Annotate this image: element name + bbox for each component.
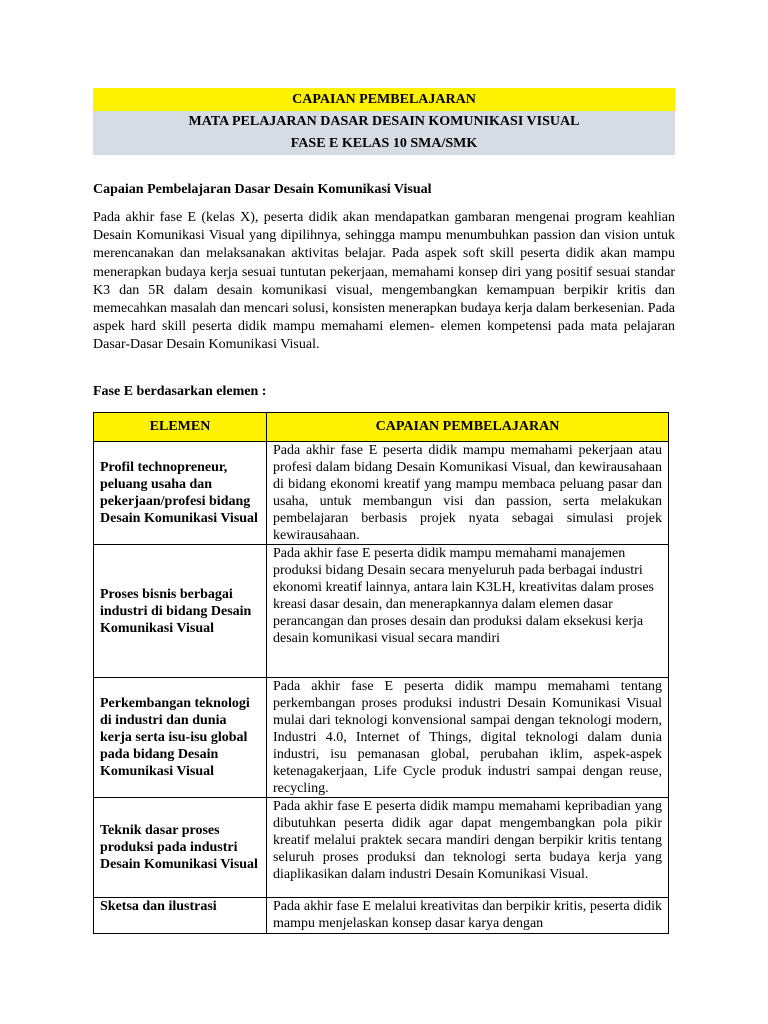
document-title: CAPAIAN PEMBELAJARAN xyxy=(93,88,675,111)
column-header-elemen: ELEMEN xyxy=(94,413,267,442)
table-row xyxy=(94,898,669,934)
intro-paragraph: Pada akhir fase E (kelas X), peserta didik akan mendapatkan gambaran mengenai program keahlian Desain Komunikasi Visual yang dipilihnya, sehingga mampu menumbuhkan passion dan vision untuk merencanakan dan melaksanakan aktivitas belajar. Pada aspek soft skill peserta didik akan mampu menerapkan budaya kerja sesuai tuntutan pekerjaan, memahami konsep diri yang positif sesuai standar K3 dan 5R dalam desain komunikasi visual, mengembangkan kemampuan berpikir kritis dan memecahkan masalah dan mencari solusi, konsisten menerapkan budaya kerja dalam berkesenian. Pada aspek hard skill peserta didik mampu memahami elemen- elemen kompetensi pada mata pelajaran Dasar-Dasar Desain Komunikasi Visual. xyxy=(93,210,675,353)
table-row xyxy=(94,798,669,898)
column-header-capaian: CAPAIAN PEMBELAJARAN xyxy=(267,413,669,442)
phase-title: FASE E KELAS 10 SMA/SMK xyxy=(93,133,675,155)
section-heading: Capaian Pembelajaran Dasar Desain Komunikasi Visual xyxy=(93,182,432,197)
table-header-row xyxy=(94,413,669,442)
capaian-cell: Pada akhir fase E peserta didik mampu memahami kepribadian yang dibutuhkan peserta didik agar dapat mengembangkan pola pikir kreatif melalui praktek secara mandiri dengan berpikir kritis tentang seluruh proses produksi dan teknologi serta budaya kerja yang diaplikasikan dalam industri Desain Komunikasi Visual. xyxy=(267,798,669,898)
capaian-cell: Pada akhir fase E peserta didik mampu memahami manajemen produksi bidang Desain secara menyeluruh pada berbagai industri ekonomi kreatif lainnya, antara lain K3LH, kreativitas dalam proses kreasi dasar desain, dan menerapkannya dalam elemen dasar perancangan dan proses desain dan produksi dalam eksekusi kerja desain komunikasi visual secara mandiri xyxy=(267,545,669,678)
elemen-cell: Profil technopreneur, peluang usaha dan pekerjaan/profesi bidang Desain Komunikasi Visual xyxy=(94,442,267,545)
elemen-cell: Teknik dasar proses produksi pada industri Desain Komunikasi Visual xyxy=(94,798,267,898)
table-row xyxy=(94,442,669,545)
table-row xyxy=(94,545,669,678)
elemen-cell: Proses bisnis berbagai industri di bidang Desain Komunikasi Visual xyxy=(94,545,267,678)
capaian-cell: Pada akhir fase E peserta didik mampu memahami pekerjaan atau profesi dalam bidang Desain Komunikasi Visual, dan kewirausahaan di bidang ekonomi kreatif yang mampu membaca peluang pasar dan usaha, untuk membangun visi dan passion, serta melakukan pembelajaran berbasis projek nyata sebagai simulasi projek kewirausahaan. xyxy=(267,442,669,545)
capaian-cell: Pada akhir fase E melalui kreativitas dan berpikir kritis, peserta didik mampu menjelaskan konsep dasar karya dengan xyxy=(267,898,669,934)
title-block xyxy=(93,88,675,155)
learning-outcomes-table xyxy=(93,412,669,934)
table-row xyxy=(94,678,669,798)
capaian-cell: Pada akhir fase E peserta didik mampu memahami tentang perkembangan proses produksi industri Desain Komunikasi Visual mulai dari teknologi konvensional sampai dengan teknologi modern, Industri 4.0, Internet of Things, digital teknologi dalam dunia industri, isu pemanasan global, perubahan iklim, aspek-aspek ketenagakerjaan, Life Cycle produk industri sampai dengan reuse, recycling. xyxy=(267,678,669,798)
elemen-cell: Perkembangan teknologi di industri dan dunia kerja serta isu-isu global pada bidang Desain Komunikasi Visual xyxy=(94,678,267,798)
elemen-cell: Sketsa dan ilustrasi xyxy=(94,898,267,934)
phase-elements-heading: Fase E berdasarkan elemen : xyxy=(93,384,267,399)
subject-title: MATA PELAJARAN DASAR DESAIN KOMUNIKASI VISUAL xyxy=(93,111,675,133)
